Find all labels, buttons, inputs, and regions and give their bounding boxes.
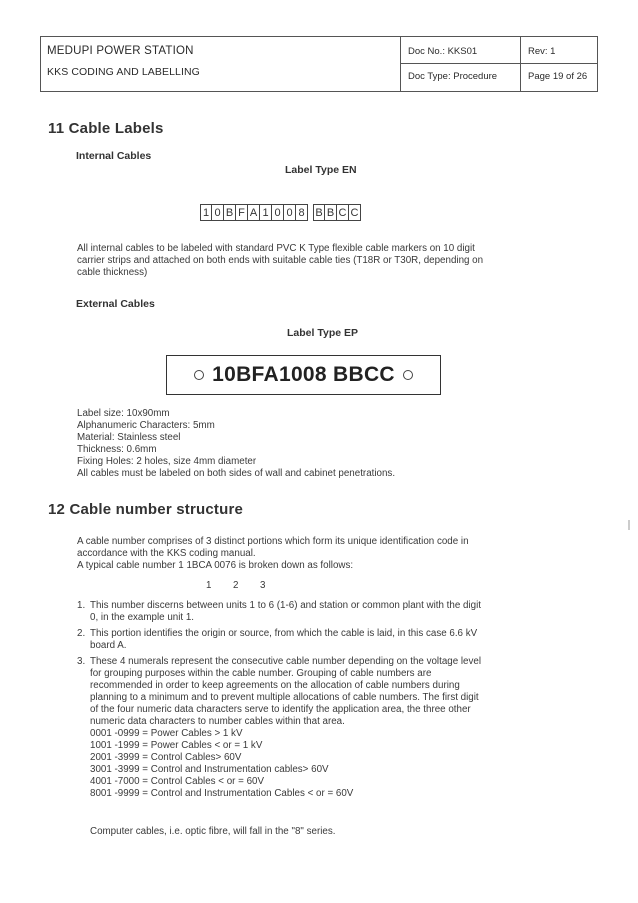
item-line: These 4 numerals represent the consecutive cable number depending on the voltage level	[90, 656, 482, 667]
label-ep-text: 10BFA1008 BBCC	[212, 363, 395, 386]
label-en-char-box: C	[349, 204, 361, 221]
label-en-char-box: B	[325, 204, 337, 221]
fixing-hole-icon	[403, 370, 413, 380]
external-cables-heading: External Cables	[76, 298, 155, 310]
item-body	[90, 656, 570, 800]
item-number: 1.	[77, 600, 86, 611]
spec-line: All cables must be labeled on both sides of wall and cabinet penetrations.	[77, 468, 396, 479]
spec-line: Label size: 10x90mm	[77, 408, 170, 419]
doc-number: Doc No.: KKS01	[408, 46, 478, 57]
label-en-char-box: B	[224, 204, 236, 221]
paragraph-line: All internal cables to be labeled with standard PVC K Type flexible cable markers on 10 digit	[77, 243, 475, 254]
paragraph-line: accordance with the KKS coding manual.	[77, 548, 256, 559]
item-line: recommended in order to keep agreements on the allocation of cable numbers during	[90, 680, 460, 691]
cable-number-intro	[77, 536, 577, 572]
item-line: board A.	[90, 640, 127, 651]
label-en-char-box: 1	[200, 204, 212, 221]
label-en-boxes	[200, 204, 361, 221]
doc-type: Doc Type: Procedure	[408, 71, 498, 82]
label-ep-plate	[166, 355, 441, 395]
internal-cables-paragraph	[77, 243, 577, 279]
portion-marker-1: 1	[206, 580, 212, 591]
document-header	[40, 36, 598, 92]
item-line: This portion identifies the origin or source, from which the cable is laid, in this case 6.6 kV	[90, 628, 478, 639]
portion-marker-2: 2	[233, 580, 239, 591]
item-line: of the four numeric data characters serve to identify the application area, the three other	[90, 704, 471, 715]
page-number: Page 19 of 26	[528, 71, 588, 82]
label-en-char-box: 0	[284, 204, 296, 221]
item-line: 4001 -7000 = Control Cables < or = 60V	[90, 776, 265, 787]
header-divider	[401, 63, 597, 64]
item-line: 2001 -3999 = Control Cables> 60V	[90, 752, 242, 763]
label-en-char-box: A	[248, 204, 260, 221]
spec-line: Alphanumeric Characters: 5mm	[77, 420, 215, 431]
label-en-char-box: 1	[260, 204, 272, 221]
item-line: 1001 -1999 = Power Cables < or = 1 kV	[90, 740, 263, 751]
label-en-char-box: 0	[212, 204, 224, 221]
spec-line: Thickness: 0.6mm	[77, 444, 157, 455]
paragraph-line: A cable number comprises of 3 distinct portions which form its unique identification code in	[77, 536, 469, 547]
spec-line: Fixing Holes: 2 holes, size 4mm diameter	[77, 456, 257, 467]
item-line: 8001 -9999 = Control and Instrumentation Cables < or = 60V	[90, 788, 354, 799]
station-title: MEDUPI POWER STATION	[47, 45, 194, 57]
item-line: numeric data characters to number cables within that area.	[90, 716, 345, 727]
label-en-char-box: 0	[272, 204, 284, 221]
item-body	[90, 628, 570, 652]
item-line: This number discerns between units 1 to 6 (1-6) and station or common plant with the digit	[90, 600, 481, 611]
item-line: 0001 -0999 = Power Cables > 1 kV	[90, 728, 243, 739]
section-12-heading: 12 Cable number structure	[48, 501, 244, 518]
document-subtitle: KKS CODING AND LABELLING	[47, 66, 200, 78]
paragraph-line: A typical cable number 1 1BCA 0076 is broken down as follows:	[77, 560, 354, 571]
label-en-char-box: F	[236, 204, 248, 221]
fixing-hole-icon	[194, 370, 204, 380]
portion-marker-3: 3	[260, 580, 266, 591]
section-11-heading: 11 Cable Labels	[48, 120, 164, 137]
computer-cables-note: Computer cables, i.e. optic fibre, will fall in the "8" series.	[90, 826, 336, 837]
item-line: 3001 -3999 = Control and Instrumentation cables> 60V	[90, 764, 329, 775]
item-number: 2.	[77, 628, 86, 639]
item-line: for grouping purposes within the cable number. Grouping of cable numbers are	[90, 668, 432, 679]
spec-line: Material: Stainless steel	[77, 432, 181, 443]
item-body	[90, 600, 570, 624]
label-en-char-box: B	[313, 204, 325, 221]
revision: Rev: 1	[528, 46, 556, 57]
label-en-char-box: 8	[296, 204, 308, 221]
paragraph-line: carrier strips and attached on both ends with suitable cable ties (T18R or T30R, depending on	[77, 255, 484, 266]
item-line: 0, in the example unit 1.	[90, 612, 195, 623]
paragraph-line: cable thickness)	[77, 267, 148, 278]
label-en-title: Label Type EN	[285, 164, 357, 176]
label-ep-title: Label Type EP	[287, 327, 358, 339]
item-number: 3.	[77, 656, 86, 667]
header-title-cell	[41, 37, 401, 91]
label-en-char-box: C	[337, 204, 349, 221]
item-line: planning to a minimum and to prevent multiple allocations of cable numbers. The first digit	[90, 692, 479, 703]
scan-mark	[628, 520, 630, 530]
internal-cables-heading: Internal Cables	[76, 150, 152, 162]
label-specs-list	[77, 408, 395, 480]
